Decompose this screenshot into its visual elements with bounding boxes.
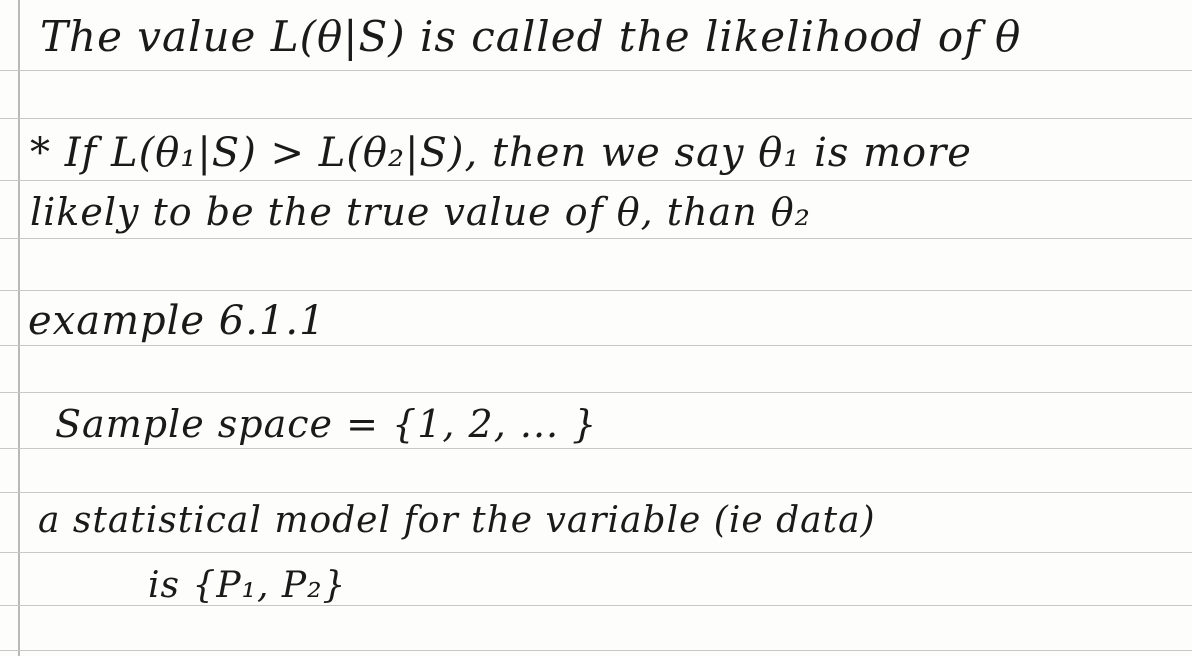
handwritten-line-7: is {P₁, P₂} — [148, 565, 347, 606]
ruled-line — [0, 70, 1192, 71]
ruled-line — [0, 118, 1192, 119]
handwritten-line-6: a statistical model for the variable (ie data) — [38, 500, 876, 541]
ruled-line — [0, 492, 1192, 493]
ruled-line — [0, 552, 1192, 553]
margin-line — [18, 0, 20, 656]
ruled-line — [0, 448, 1192, 449]
ruled-line — [0, 238, 1192, 239]
ruled-line — [0, 392, 1192, 393]
handwritten-line-3: likely to be the true value of θ, than θ₂ — [30, 190, 811, 234]
ruled-line — [0, 345, 1192, 346]
handwritten-line-1: The value L(θ|S) is called the likelihood of θ — [40, 12, 1022, 61]
handwritten-line-5: Sample space = {1, 2, ... } — [55, 402, 598, 446]
ruled-line — [0, 650, 1192, 651]
handwritten-line-4: example 6.1.1 — [28, 298, 326, 344]
ruled-line — [0, 290, 1192, 291]
handwritten-line-2: * If L(θ₁|S) > L(θ₂|S), then we say θ₁ is more — [30, 130, 972, 176]
ruled-line — [0, 180, 1192, 181]
